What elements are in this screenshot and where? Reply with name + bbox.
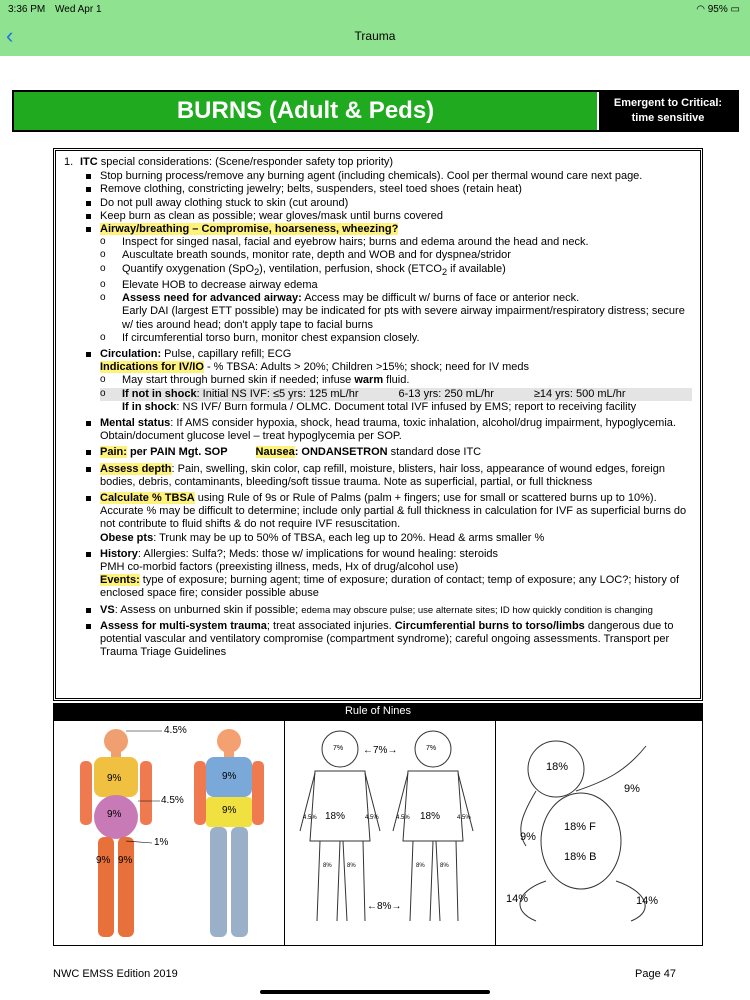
infant-head-label: 18%	[546, 761, 569, 773]
adult-leg-left-label: 9%	[96, 855, 111, 866]
assess-depth: Assess depth: Pain, swelling, skin color, cap refill, moisture, blisters, hair loss, appearance of wound edges, foreign bodies, debris, contaminants, bleeding/soft tissue trauma. Note as superficial, partial, or full thickness	[64, 463, 692, 489]
list-item: Remove clothing, constricting jewelry; belts, suspenders, steel toed shoes (retain heat)	[64, 183, 692, 196]
infant-leg-left-label: 14%	[506, 893, 529, 905]
adult-diagram	[54, 721, 285, 945]
footer-edition: NWC EMSS Edition 2019	[53, 968, 178, 980]
infant-front-label: 18% F	[564, 821, 596, 833]
child-legs-arrow: ←8%→	[367, 901, 402, 912]
adult-head-label: 4.5%	[164, 725, 187, 736]
child-diagram: 7% ←7%→ 7% 18% 18% 4.5% 4.5% 4.5% 4.5% 8% 8% 8% 8% ←8%→	[285, 721, 496, 945]
adult-groin-label: 1%	[154, 837, 169, 848]
infant-arm-left-label: 9%	[520, 831, 536, 843]
vital-signs: VS: Assess on unburned skin if possible; edema may obscure pulse; use alternate sites; ID how quickly condition is changing	[64, 604, 692, 617]
list-item: o If not in shock: Initial NS IVF: ≤5 yrs: 125 mL/hr 6-13 yrs: 250 mL/hr ≥14 yrs: 500 mL/hr	[100, 388, 692, 401]
circulation-section: Circulation: Pulse, capillary refill; ECG Indications for IV/IO - % TBSA: Adults > 20%; Children >15%; shock; need for IV meds o May start through burned skin if needed; infuse warm fluid. o If not in shock: Initial NS IVF: ≤5 yrs: 125 mL/hr 6-13 yrs: 250 mL/hr ≥14 yrs: 500 mL/hr If in shock: NS IVF/ Burn formula / OLMC. Document total IVF infused by EMS; report to receiving facility	[64, 348, 692, 414]
adult-back-upper-label: 9%	[222, 771, 237, 782]
chevron-left-icon[interactable]: ‹	[6, 23, 14, 48]
status-bar	[0, 0, 750, 20]
status-time: 3:36 PM	[8, 4, 46, 15]
mental-status: Mental status: If AMS consider hypoxia, shock, head trauma, toxic inhalation, alcohol/drug impairment, hypoglycemia. Obtain/document glucose level – treat hypoglycemia per SOP.	[64, 417, 692, 443]
list-item: Keep burn as clean as possible; wear gloves/mask until burns covered	[64, 210, 692, 223]
page-header	[12, 90, 739, 132]
adult-arm-label: 4.5%	[161, 795, 184, 806]
infant-diagram	[496, 721, 702, 945]
list-item: o May start through burned skin if needed; infuse warm fluid.	[100, 374, 692, 387]
priority-badge: Emergent to Critical: time sensitive	[597, 92, 737, 130]
infant-back-label: 18% B	[564, 851, 597, 863]
history: History: Allergies: Sulfa?; Meds: those w/ implications for wound healing: steroids PMH co-morbid factors (preexisting illness, meds, Hx of drug/alcohol use) Events: type of exposure; burning agent; time of exposure; duration of contact; temp of exposure; any LOC?; history of enclosed space fire; consider possible abuse	[64, 548, 692, 601]
child-head-arrow: ←7%→	[363, 745, 398, 756]
list-item: o Inspect for singed nasal, facial and eyebrow hairs; burns and edema around the head and neck.	[100, 236, 692, 249]
list-item: If in shock: NS IVF/ Burn formula / OLMC. Document total IVF infused by EMS; report to receiving facility	[122, 400, 637, 413]
list-item: o Auscultate breath sounds, monitor rate, depth and WOB and for dyspnea/stridor	[100, 249, 692, 262]
airway-section: Airway/breathing – Compromise, hoarseness, wheezing? o Inspect for singed nasal, facial and eyebrow hairs; burns and edema around the head and neck. o Auscultate breath sounds, monitor rate, depth and WOB and for dyspnea/stridor o Quantify oxygenation (SpO$_2$), ventilation, perfusion, shock ($ETCO_2$ if available) o Elevate HOB to decrease airway edema o Assess need for advanced airway: Access may be difficult w/ burns of face or anterior neck. Early DAI (largest ETT possible) may be indicated for pts with severe airway impairment/respiratory distress; secure w/ ties around head; don't apply tape to facial burns o If circumferential torso burn, monitor chest expansion closely.	[64, 223, 692, 345]
list-item: o If circumferential torso burn, monitor chest expansion closely.	[100, 332, 692, 345]
child-front-label: 18%	[325, 811, 346, 822]
child-head-back-label: 7%	[426, 745, 437, 752]
adult-figures	[54, 721, 284, 945]
calculate-tbsa: Calculate % TBSA using Rule of 9s or Rule of Palms (palm + fingers; use for small or scattered burns up to 10%). Accurate % may be difficult to determine; include only partial & full thickness in calculation for IVF as superficial burns do not contribute to fluid shifts & do not require IVF resuscitation. Obese pts: Trunk may be up to 50% of TBSA, each leg up to 20%. Head & arms smaller %	[64, 492, 692, 545]
adult-abdomen-label: 9%	[107, 809, 122, 820]
multi-system-trauma: Assess for multi-system trauma; treat associated injuries. Circumferential burns to torso/limbs dangerous due to potential vascular and ventilatory compromise (compartment syndrome); careful ongoing assessments. Transport per Trauma Triage Guidelines	[64, 620, 692, 660]
protocol-content	[53, 148, 703, 701]
wifi-icon: ◠	[696, 4, 708, 15]
adult-back-lower-label: 9%	[222, 805, 237, 816]
rule-of-nines-diagram	[53, 720, 703, 946]
footer-page-number: Page 47	[635, 968, 676, 980]
home-indicator[interactable]	[260, 990, 490, 994]
list-item: Do not pull away clothing stuck to skin (cut around)	[64, 197, 692, 210]
infant-leg-right-label: 14%	[636, 895, 659, 907]
list-item: Early DAI (largest ETT possible) may be indicated for pts with severe airway impairment/respiratory distress; secure w/ ties around head; don't apply tape to facial burns	[122, 305, 685, 331]
rule-of-nines-title: Rule of Nines	[53, 703, 703, 720]
battery-icon: ▭	[730, 4, 740, 15]
nav-bar	[0, 20, 750, 56]
list-item: o Quantify oxygenation (SpO$_2$), ventilation, perfusion, shock ($ETCO_2$ if available)	[100, 263, 692, 279]
itc-section: 1. ITC special considerations: (Scene/responder safety top priority)	[64, 156, 394, 168]
pain-nausea: Pain: per PAIN Mgt. SOP Nausea: ONDANSETRON standard dose ITC	[64, 446, 692, 459]
child-head-label: 7%	[333, 745, 344, 752]
adult-leg-right-label: 9%	[118, 855, 133, 866]
page-title: BURNS (Adult & Peds)	[14, 92, 597, 130]
list-item: Stop burning process/remove any burning agent (including chemicals). Cool per thermal wound care next page.	[64, 170, 692, 183]
infant-arm-right-label: 9%	[624, 783, 640, 795]
list-item: o Elevate HOB to decrease airway edema	[100, 279, 692, 292]
list-item: o Assess need for advanced airway: Access may be difficult w/ burns of face or anterior neck.	[100, 292, 692, 305]
adult-chest-label: 9%	[107, 773, 122, 784]
status-date: Wed Apr 1	[55, 4, 102, 15]
child-back-label: 18%	[420, 811, 441, 822]
status-battery: ◠ 95% ▭	[696, 4, 740, 15]
nav-title: Trauma	[354, 29, 396, 43]
